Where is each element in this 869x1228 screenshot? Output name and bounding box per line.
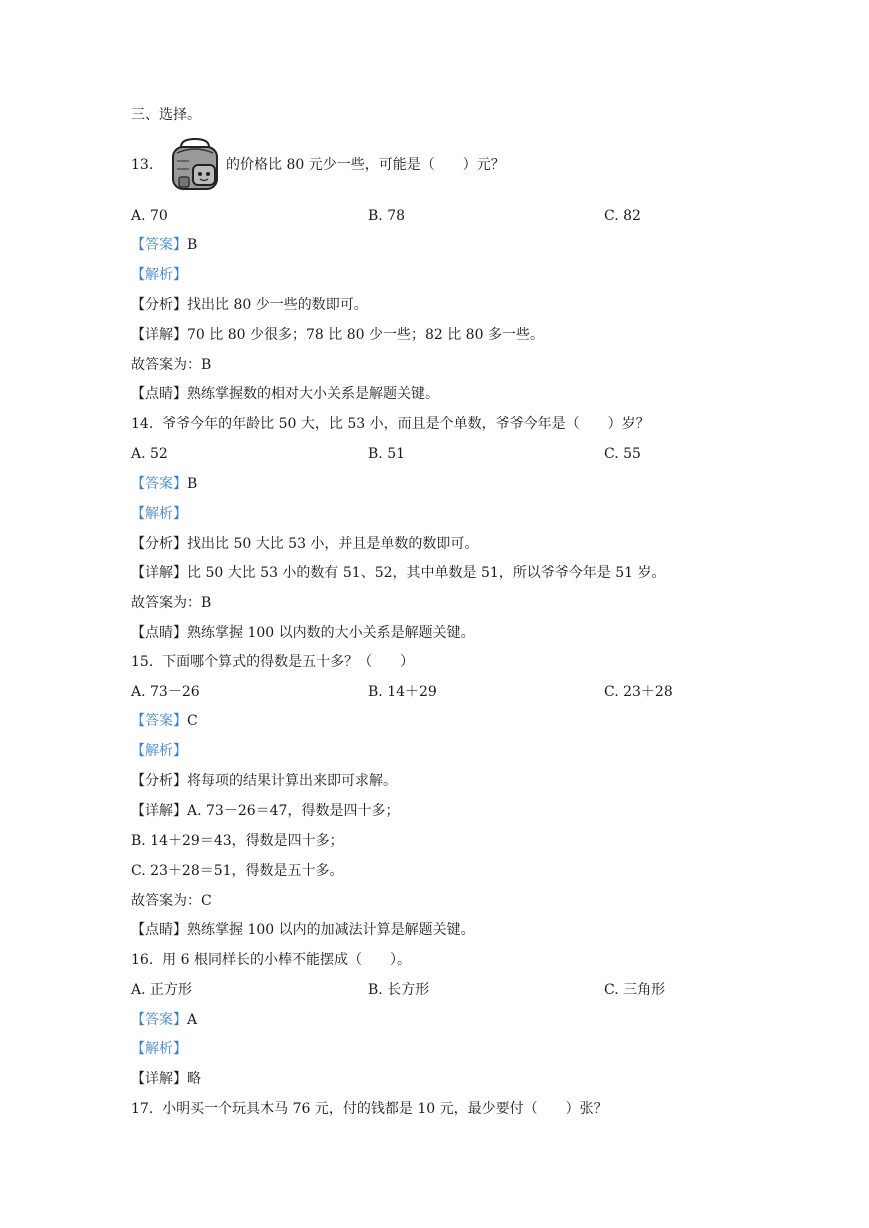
question-number: 14. (131, 416, 154, 432)
xiangjie-text: 70 比 80 少很多；78 比 80 少一些；82 比 80 多一些。 (187, 327, 544, 343)
answer-value: C (187, 713, 198, 729)
answer-tag: 【答案】 (131, 237, 187, 253)
xiangjie-tag: 【详解】 (131, 327, 187, 343)
dianjing-text: 熟练掌握 100 以内的加减法计算是解题关键。 (187, 922, 475, 938)
question-number: 15. (131, 654, 154, 670)
question-number: 17. (131, 1101, 154, 1117)
q13-option-c: C. 82 (604, 208, 641, 224)
question-13-number: 13. (131, 157, 154, 173)
q13-option-a: A. 70 (131, 208, 168, 224)
fenxi-text: 将每项的结果计算出来即可求解。 (187, 773, 397, 789)
q15-dianjing (131, 920, 475, 940)
dianjing-text: 熟练掌握数的相对大小关系是解题关键。 (187, 386, 439, 402)
q13-dianjing (131, 384, 439, 404)
fenxi-text: 找出比 80 少一些的数即可。 (187, 297, 368, 313)
q16-option-c: C. 三角形 (604, 982, 666, 998)
fenxi-tag: 【分析】 (131, 536, 187, 552)
question-stem: 小明买一个玩具木马 76 元，付的钱都是 10 元，最少要付（ ）张？ (162, 1101, 608, 1117)
q15-xiangjie (131, 801, 399, 821)
q14-xiangjie (131, 563, 666, 583)
q16-option-a: A. 正方形 (131, 982, 193, 998)
question-number: 16. (131, 952, 154, 968)
answer-tag: 【答案】 (131, 476, 187, 492)
backpack-icon (167, 137, 223, 193)
q14-dianjing (131, 623, 475, 643)
xiangjie-tag: 【详解】 (131, 803, 187, 819)
q13-answer-line (131, 235, 197, 255)
xiangjie-text: A. 73－26＝47，得数是四十多； (187, 803, 400, 819)
q14-option-c: C. 55 (604, 446, 641, 462)
q16-analysis-tag: 【解析】 (131, 1041, 187, 1057)
q16-answer-line (131, 1010, 197, 1030)
xiangjie-text: 比 50 大比 53 小的数有 51、52，其中单数是 51，所以爷爷今年是 51 岁。 (187, 565, 666, 581)
q15-fenxi (131, 771, 397, 791)
fenxi-text: 找出比 50 大比 53 小，并且是单数的数即可。 (187, 536, 479, 552)
q15-option-b: B. 14＋29 (368, 684, 437, 700)
q15-analysis-tag: 【解析】 (131, 743, 187, 759)
xiangjie-tag: 【详解】 (131, 565, 187, 581)
fenxi-tag: 【分析】 (131, 297, 187, 313)
question-stem: 爷爷今年的年龄比 50 大，比 53 小，而且是个单数，爷爷今年是（ ）岁？ (162, 416, 650, 432)
answer-value: B (187, 476, 198, 492)
q14-answer-line (131, 474, 197, 494)
q13-xiangjie (131, 325, 544, 345)
q13-conclusion: 故答案为：B (131, 357, 212, 373)
question-14 (131, 414, 650, 434)
q14-conclusion: 故答案为：B (131, 595, 212, 611)
question-stem: 下面哪个算式的得数是五十多？（ ） (162, 654, 415, 670)
question-15 (131, 652, 414, 672)
question-13-stem: 的价格比 80 元少一些，可能是（ ）元？ (226, 157, 505, 173)
q15-option-a: A. 73－26 (131, 684, 200, 700)
answer-value: B (187, 237, 198, 253)
question-17 (131, 1099, 608, 1119)
dianjing-tag: 【点睛】 (131, 625, 187, 641)
question-16 (131, 950, 411, 970)
q14-option-a: A. 52 (131, 446, 168, 462)
answer-value: A (187, 1012, 198, 1028)
xiangjie-tag: 【详解】 (131, 1071, 187, 1087)
dianjing-tag: 【点睛】 (131, 922, 187, 938)
q15-detail-c: C. 23＋28＝51，得数是五十多。 (131, 863, 344, 879)
q15-option-c: C. 23＋28 (604, 684, 673, 700)
q16-xiangjie (131, 1069, 201, 1089)
q14-option-b: B. 51 (368, 446, 406, 462)
q15-conclusion: 故答案为：C (131, 893, 212, 909)
q13-analysis-tag: 【解析】 (131, 267, 187, 283)
fenxi-tag: 【分析】 (131, 773, 187, 789)
q13-fenxi (131, 295, 368, 315)
section-title: 三、选择。 (131, 107, 201, 123)
dianjing-tag: 【点睛】 (131, 386, 187, 402)
answer-tag: 【答案】 (131, 1012, 187, 1028)
q14-analysis-tag: 【解析】 (131, 506, 187, 522)
q16-option-b: B. 长方形 (368, 982, 430, 998)
xiangjie-text: 略 (187, 1071, 201, 1087)
q15-answer-line (131, 711, 198, 731)
dianjing-text: 熟练掌握 100 以内数的大小关系是解题关键。 (187, 625, 475, 641)
question-stem: 用 6 根同样长的小棒不能摆成（ ）。 (162, 952, 411, 968)
answer-tag: 【答案】 (131, 713, 187, 729)
q15-detail-b: B. 14＋29＝43，得数是四十多； (131, 833, 344, 849)
q14-fenxi (131, 534, 478, 554)
q13-option-b: B. 78 (368, 208, 406, 224)
